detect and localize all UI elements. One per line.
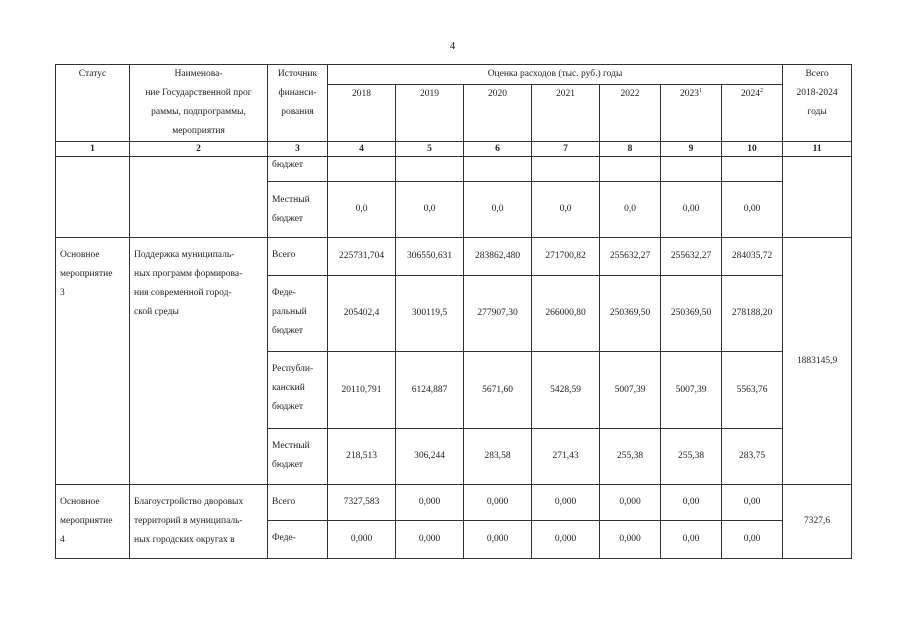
status-line: 4: [60, 535, 65, 545]
value-cell: 283,58: [464, 429, 532, 485]
value-cell: 5007,39: [661, 352, 722, 429]
value-cell: 255,38: [661, 429, 722, 485]
value-cell: 0,0: [464, 182, 532, 238]
value-cell: 306550,631: [396, 238, 464, 276]
budget-table: [55, 64, 852, 559]
year-2021: [532, 85, 600, 142]
year-2024: [722, 85, 783, 142]
col-number: 6: [464, 142, 532, 157]
value-cell: 0,000: [328, 521, 396, 559]
col-number: 7: [532, 142, 600, 157]
year-label: 2024: [741, 89, 761, 99]
header-status: [56, 65, 130, 142]
status-line: мероприятие: [60, 516, 113, 526]
value-cell: 0,00: [722, 485, 783, 521]
value-cell: 250369,50: [600, 276, 661, 352]
status-line: Основное: [60, 497, 100, 507]
header-total-line: Всего: [805, 69, 829, 79]
status-line: мероприятие: [60, 269, 113, 279]
value-cell: 5428,59: [532, 352, 600, 429]
source-cell: [268, 352, 328, 429]
value-cell: 0,000: [396, 521, 464, 559]
source-text: Всего: [272, 497, 296, 507]
source-line: ральный: [272, 307, 307, 317]
header-source-line: финанси-: [278, 88, 317, 98]
value-cell: [661, 157, 722, 182]
name-line: ния современной город-: [134, 288, 232, 298]
year-label: 2022: [620, 89, 640, 99]
year-label: 2023: [680, 89, 699, 99]
value-cell: 7327,583: [328, 485, 396, 521]
header-estimate-text: Оценка расходов (тыс. руб.) годы: [487, 69, 623, 79]
name-line: Благоустройство дворовых: [134, 497, 244, 507]
value-cell: [396, 157, 464, 182]
page-number: 4: [449, 40, 456, 52]
header-total-line: годы: [807, 107, 827, 117]
value-cell: 0,00: [722, 521, 783, 559]
col-number: 10: [722, 142, 783, 157]
total-cell-empty: [783, 157, 852, 238]
value-cell: 250369,50: [661, 276, 722, 352]
value-cell: 0,000: [464, 485, 532, 521]
col-number: 2: [130, 142, 268, 157]
value-cell: 5671,60: [464, 352, 532, 429]
source-line: бюджет: [272, 402, 304, 412]
table-row: [56, 485, 852, 521]
col-number: 4: [328, 142, 396, 157]
name-cell: [130, 485, 268, 559]
value-cell: 0,00: [722, 182, 783, 238]
col-number: 9: [661, 142, 722, 157]
source-line: Местный: [272, 194, 310, 205]
value-cell: 0,000: [600, 521, 661, 559]
year-label: 2019: [420, 89, 439, 99]
value-cell: 300119,5: [396, 276, 464, 352]
value-cell: 205402,4: [328, 276, 396, 352]
value-cell: 255,38: [600, 429, 661, 485]
col-number: 5: [396, 142, 464, 157]
source-line: бюджет: [272, 326, 304, 336]
value-cell: 283,75: [722, 429, 783, 485]
value-cell: 0,000: [532, 485, 600, 521]
status-line: 3: [60, 288, 65, 298]
col-number: 8: [600, 142, 661, 157]
source-cell: [268, 521, 328, 559]
value-cell: 6124,887: [396, 352, 464, 429]
source-text: Феде-: [272, 533, 296, 543]
footnote-mark: 2: [760, 87, 764, 94]
value-cell: 255632,27: [600, 238, 661, 276]
year-label: 2018: [352, 89, 371, 99]
value-cell: 271700,82: [532, 238, 600, 276]
source-cell: [268, 238, 328, 276]
source-line: бюджет: [272, 460, 304, 470]
col-number: 3: [268, 142, 328, 157]
header-name: [130, 65, 268, 142]
header-name-line: Наименова-: [174, 69, 223, 79]
value-cell: 0,000: [532, 521, 600, 559]
header-row: [56, 65, 852, 85]
source-cell: [268, 485, 328, 521]
status-line: Основное: [60, 250, 100, 260]
name-line: Поддержка муниципаль-: [134, 250, 235, 260]
source-line: Республи-: [272, 364, 314, 374]
header-source-line: рования: [281, 107, 314, 117]
value-cell: 271,43: [532, 429, 600, 485]
value-cell: 225731,704: [328, 238, 396, 276]
source-cell: [268, 429, 328, 485]
header-total: [783, 65, 852, 142]
value-cell: 218,513: [328, 429, 396, 485]
value-cell: 255632,27: [661, 238, 722, 276]
status-cell-empty: [56, 157, 130, 238]
header-name-line: мероприятия: [172, 126, 225, 136]
name-cell: [130, 238, 268, 485]
value-cell: 0,0: [532, 182, 600, 238]
name-line: ных программ формирова-: [134, 269, 243, 279]
status-cell: [56, 238, 130, 485]
source-text: Всего: [272, 250, 296, 260]
value-cell: 5563,76: [722, 352, 783, 429]
value-cell: 0,0: [600, 182, 661, 238]
header-source-line: Источник: [277, 69, 318, 79]
header-estimate: [328, 65, 783, 85]
year-2023: [661, 85, 722, 142]
header-total-line: 2018-2024: [796, 88, 838, 98]
name-line: ных городских округах в: [134, 535, 235, 545]
source-cell: [268, 157, 328, 182]
table-row: [56, 238, 852, 276]
header-name-line: ние Государственной прог: [145, 88, 252, 98]
source-line: Феде-: [272, 288, 296, 298]
value-cell: [600, 157, 661, 182]
value-cell: [722, 157, 783, 182]
source-line: канский: [272, 383, 305, 393]
header-name-line: раммы, подпрограммы,: [151, 107, 246, 117]
year-2020: [464, 85, 532, 142]
year-2018: [328, 85, 396, 142]
total-cell: 1883145,9: [783, 238, 852, 485]
value-cell: 5007,39: [600, 352, 661, 429]
value-cell: [532, 157, 600, 182]
year-label: 2020: [488, 89, 507, 99]
value-cell: 0,00: [661, 485, 722, 521]
value-cell: 20110,791: [328, 352, 396, 429]
header-source: [268, 65, 328, 142]
value-cell: 277907,30: [464, 276, 532, 352]
name-cell-empty: [130, 157, 268, 238]
status-cell: [56, 485, 130, 559]
value-cell: 0,0: [396, 182, 464, 238]
total-cell: 7327,6: [783, 485, 852, 559]
column-numbers-row: [56, 142, 852, 157]
value-cell: 278188,20: [722, 276, 783, 352]
source-cell: [268, 276, 328, 352]
col-number: 1: [56, 142, 130, 157]
year-2019: [396, 85, 464, 142]
value-cell: 0,000: [600, 485, 661, 521]
footnote-mark: 1: [699, 87, 702, 94]
header-status-text: Статус: [78, 69, 107, 79]
name-line: ской среды: [134, 307, 179, 317]
value-cell: 0,0: [328, 182, 396, 238]
value-cell: 284035,72: [722, 238, 783, 276]
year-label: 2021: [556, 89, 575, 99]
name-line: территорий в муниципаль-: [134, 516, 243, 526]
source-cell: [268, 182, 328, 238]
value-cell: 306,244: [396, 429, 464, 485]
source-text: бюджет: [272, 160, 304, 170]
value-cell: 0,000: [396, 485, 464, 521]
value-cell: 266000,80: [532, 276, 600, 352]
value-cell: 283862,480: [464, 238, 532, 276]
value-cell: 0,000: [464, 521, 532, 559]
year-2022: [600, 85, 661, 142]
value-cell: 0,00: [661, 521, 722, 559]
col-number: 11: [783, 142, 852, 157]
value-cell: 0,00: [661, 182, 722, 238]
value-cell: [328, 157, 396, 182]
table-row: [56, 157, 852, 182]
source-line: бюджет: [272, 213, 304, 224]
source-line: Местный: [272, 441, 310, 451]
value-cell: [464, 157, 532, 182]
